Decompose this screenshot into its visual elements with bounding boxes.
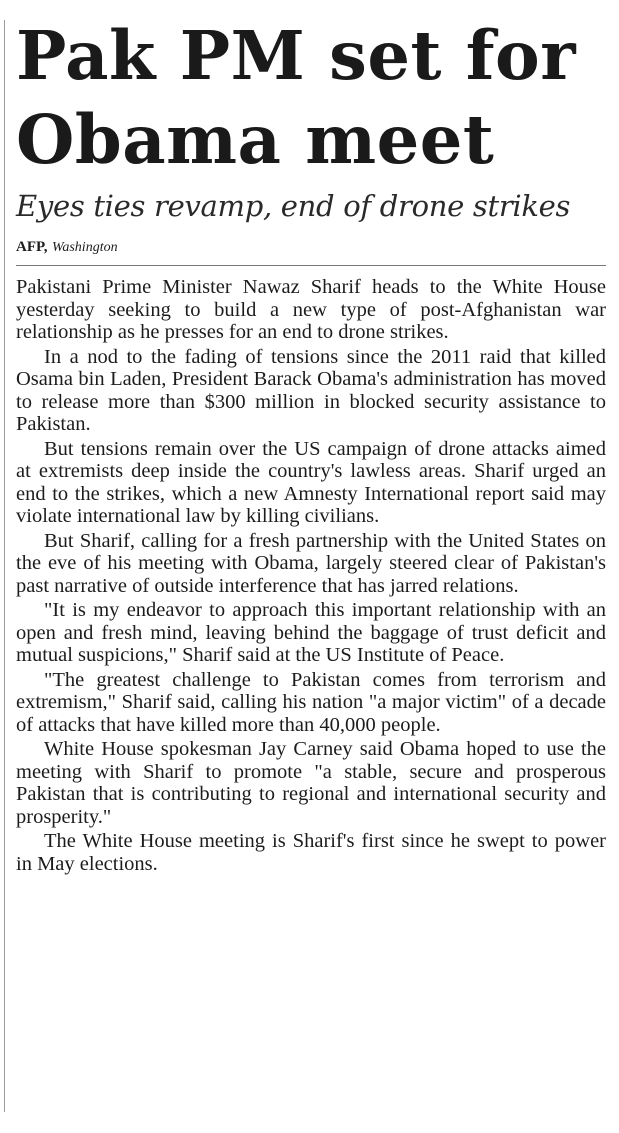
headline bbox=[16, 14, 606, 182]
body-paragraph: "It is my endeavor to approach this important relationship with an open and fresh mind, leaving behind the baggage of trust deficit and mutual suspicions," Sharif said at the US Institute of Peace. bbox=[16, 599, 606, 666]
body-paragraph: "The greatest challenge to Pakistan comes from terrorism and extremism," Sharif said, calling his nation "a major victim" of a decade of attacks that have killed more than 40,000 people. bbox=[16, 668, 606, 736]
column-rule bbox=[4, 20, 5, 1112]
news-article bbox=[16, 14, 606, 877]
byline-divider bbox=[16, 265, 606, 266]
body-paragraph: In a nod to the fading of tensions since the 2011 raid that killed Osama bin Laden, President Barack Obama's administration has moved to release more than $300 million in blocked security assistance to Pakistan. bbox=[16, 345, 606, 435]
byline-dateline: Washington bbox=[51, 240, 118, 255]
body-paragraph: Pakistani Prime Minister Nawaz Sharif heads to the White House yesterday seeking to build a new type of post-Afghanistan war relationship as he presses for an end to drone strikes. bbox=[16, 276, 606, 343]
subheadline: Eyes ties revamp, end of drone strikes bbox=[16, 189, 571, 223]
article-body bbox=[16, 276, 606, 875]
body-paragraph: But tensions remain over the US campaign of drone attacks aimed at extremists deep inside the country's lawless areas. Sharif urged an end to the strikes, which a new Amnesty International report said may violate international law by killing civilians. bbox=[16, 437, 606, 527]
byline bbox=[16, 238, 606, 257]
byline-agency: AFP, bbox=[16, 239, 48, 255]
body-paragraph: The White House meeting is Sharif's first since he swept to power in May elections. bbox=[16, 830, 606, 875]
headline-line-2: Obama meet bbox=[16, 100, 495, 179]
body-paragraph: White House spokesman Jay Carney said Obama hoped to use the meeting with Sharif to promote "a stable, secure and prosperous Pakistan that is contributing to regional and international security and prosperity." bbox=[16, 738, 606, 828]
body-paragraph: But Sharif, calling for a fresh partnership with the United States on the eve of his meeting with Obama, largely steered clear of Pakistan's past narrative of outside interference that has jarred relations. bbox=[16, 529, 606, 597]
headline-line-1: Pak PM set for bbox=[16, 16, 577, 95]
